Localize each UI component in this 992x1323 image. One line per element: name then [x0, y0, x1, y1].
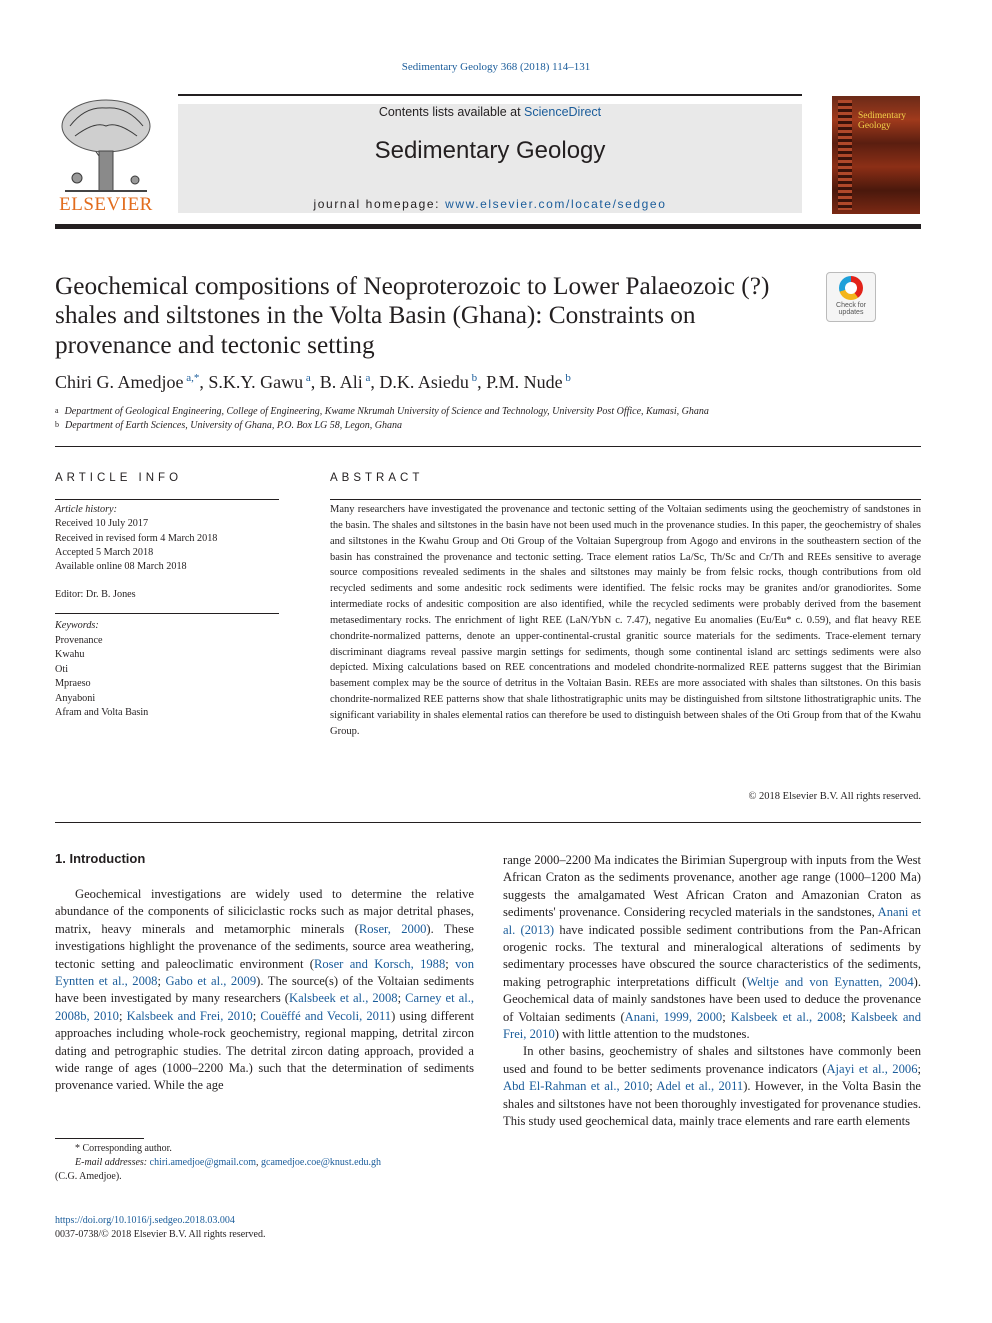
citation-link[interactable]: Kalsbeek et al., 2008 — [730, 1009, 843, 1024]
crossmark-label: Check for updates — [836, 302, 866, 316]
keyword: Oti — [55, 663, 69, 675]
citation-link[interactable]: Roser and Korsch, 1988 — [313, 956, 446, 971]
abstract-text: Many researchers have investigated the provenance and tectonic setting of the Voltaian sediments using the geochemistry of sandstones in the basin. The shales and siltstones in the basin have not been used much in the provenance studies. In this paper, the geochemistry of shales and siltstones in the Kwahu Group and Oti Group of the Voltaian Supergroup from Agogo and environs in the southeastern section of the basin has constrained the provenance and tectonic setting. Trace element ratios La/Sc, Th/Sc and Cr/Th and REEs sensitive to average source compositions revealed sediments in the shales and siltstones may mainly be from felsic rocks, though contributions from old recycled sediments and some andesitic rock sediments were identified. The felsic rocks may be granites and/or granodiorites. Some intermediate rocks of andesitic composition are also identified, while the recycled sediments were probably derived from the basement metasedimentary rocks. The enrichment of light REE (LaN/YbN c. 7.47), negative Eu anomalies (Eu/Eu* c. 0.59), and flat heavy REE chondrite-normalized patterns, denote an upper-continental-crustal granitic source materials for the sediments. Trace-element ternary discriminant diagrams reveal passive margin settings for sediments, though some continental island arc settings sediments were also depicted. Mixing calculations based on REE concentrations and modeled chondrite-normalized REE patterns suggest that the Birimian basement complex may be the source of detritus in the Voltaian Basin. REEs are more associated with shales than siltstones. On this basis chondrite-normalized REE patterns show that shale lithostratigraphic units may be distinguished from siltstone lithostratigraphic units. The significant variability in shales elemental ratios can therefore be used to distinguish between shales of the Oti Group from that of the Kwahu Group. — [330, 504, 921, 737]
publisher-name: ELSEVIER — [59, 194, 153, 215]
doi[interactable] — [55, 1215, 235, 1226]
citation-link[interactable]: Adel et al., 2011 — [656, 1079, 744, 1094]
elsevier-logo — [55, 96, 157, 216]
header-divider — [55, 224, 921, 229]
divider — [55, 499, 279, 500]
footnote-mark: * — [75, 1143, 80, 1154]
author-affiliation-mark[interactable]: b — [562, 372, 571, 384]
keyword: Afram and Volta Basin — [55, 707, 149, 718]
header-rule — [178, 94, 802, 96]
divider — [55, 822, 921, 823]
body-column-right — [503, 852, 921, 1131]
article-history — [55, 503, 279, 574]
author-name: P.M. Nude — [486, 372, 563, 392]
homepage-prefix: journal homepage: — [313, 197, 446, 211]
divider — [330, 499, 921, 500]
accepted-date: Accepted 5 March 2018 — [55, 546, 154, 558]
citation-link[interactable]: Gabo et al., 2009 — [165, 974, 257, 989]
citation-link[interactable]: Couëffé and Vecoli, 2011 — [260, 1008, 392, 1023]
author-affiliation-mark[interactable]: a — [362, 372, 371, 384]
author-affiliation-mark[interactable]: a,* — [183, 372, 200, 384]
elsevier-tree-icon — [55, 96, 157, 194]
homepage-link[interactable]: www.elsevier.com/locate/sedgeo — [445, 197, 667, 211]
divider — [55, 613, 279, 614]
cover-stripe — [838, 100, 852, 210]
citation-link[interactable]: Abd El-Rahman et al., 2010 — [503, 1079, 650, 1094]
citation-link[interactable]: Kalsbeek and Frei, 2010 — [126, 1008, 253, 1023]
body-column-left — [55, 886, 474, 1095]
citation-link[interactable]: Anani, 1999, 2000 — [624, 1009, 723, 1024]
article-title: Geochemical compositions of Neoproterozoic to Lower Palaeozoic (?) shales and siltstones in the Volta Basin (Ghana): Constraints on provenance and tectonic setting — [55, 272, 770, 359]
author-name: D.K. Asiedu — [379, 372, 469, 392]
author-affiliation-mark[interactable]: b — [468, 372, 478, 384]
online-date: Available online 08 March 2018 — [55, 561, 187, 573]
citation-link[interactable]: Anani et al. (2013) — [503, 905, 922, 937]
doi-link[interactable]: https://doi.org/10.1016/j.sedgeo.2018.03.004 — [55, 1215, 235, 1226]
revised-date: Received in revised form 4 March 2018 — [55, 532, 218, 544]
keyword: Anyaboni — [55, 692, 96, 704]
keyword: Provenance — [55, 634, 103, 646]
keyword: Kwahu — [55, 649, 85, 660]
body-paragraph: In other basins, geochemistry of shales and siltstones have commonly been used and found to be better sediments provenance indicators (Ajayi et al., 2006; Abd El-Rahman et al., 2010; Adel et al., 2011). However, in the Volta Basin the shales and siltstones have not been thoroughly investigated for provenance studies. This study used geochemical data, mainly trace elements and rare earth elements — [503, 1044, 921, 1129]
abstract-heading: ABSTRACT — [330, 472, 424, 484]
divider — [55, 446, 921, 447]
editor: Editor: Dr. B. Jones — [55, 589, 136, 600]
crossmark-icon — [839, 276, 863, 300]
journal-title: Sedimentary Geology — [374, 137, 606, 164]
keywords-heading: Keywords: — [55, 620, 99, 631]
journal-cover-image — [832, 96, 920, 214]
body-paragraph: Geochemical investigations are widely used to determine the relative abundance of the components of siliciclastic rocks such as major detrital phases, matrix, heavy minerals and metamorphic minerals (Roser, 2000). These investigations highlight the provenance of the sediments, source area weathering, tectonic setting and paleoclimatic environment (Roser and Korsch, 1988; von Eyntten et al., 2008; Gabo et al., 2009). The source(s) of the Voltaian sediments have been investigated by many researchers (Kalsbeek et al., 2008; Carney et al., 2008b, 2010; Kalsbeek and Frei, 2010; Couëffé and Vecoli, 2011) using different approaches including whole-rock geochemistry, regional mapping, detrital zircon dating and petrographic studies. The detrital zircon dating approach, provided a wide range of ages (1000–2200 Ma.) such that the determination of sediments provenance varied. While the age — [55, 887, 475, 1093]
corresponding-label: Corresponding author. — [82, 1143, 172, 1154]
citation-link[interactable]: Ajayi et al., 2006 — [826, 1061, 918, 1076]
email-label: E-mail addresses: — [75, 1157, 148, 1168]
contents-prefix: Contents lists available at — [378, 105, 525, 119]
citation-link[interactable]: Weltje and von Eynatten, 2004 — [746, 974, 914, 989]
issn-copyright: 0037-0738/© 2018 Elsevier B.V. All rights reserved. — [55, 1229, 266, 1240]
journal-homepage — [178, 197, 802, 211]
history-heading: Article history: — [55, 504, 117, 515]
citation-link[interactable]: Kalsbeek et al., 2008 — [288, 991, 398, 1006]
received-date: Received 10 July 2017 — [55, 518, 149, 530]
section-heading: 1. Introduction — [55, 851, 146, 866]
citation-link[interactable]: Roser, 2000 — [358, 921, 427, 936]
author-list: Chiri G. Amedjoe $^{a,*}$, S.K.Y. Gawu $^a$, B. Ali $^a$, D.K. Asiedu $^b$, P.M. Nude $^b$ — [55, 372, 571, 392]
keywords — [55, 619, 279, 721]
affiliation-a: $^a$ Department of Geological Engineering, College of Engineering, Kwame Nkrumah University of Science and Technology, University Post Office, Kumasi, Ghana — [55, 406, 709, 417]
citation-link[interactable]: Carney et al., 2008b, 2010 — [55, 991, 475, 1023]
author-name: Chiri G. Amedjoe — [55, 372, 184, 392]
email-owner: (C.G. Amedjoe). — [55, 1171, 122, 1182]
email-link[interactable]: gcamedjoe.coe@knust.edu.gh — [261, 1157, 382, 1168]
author-affiliation-mark[interactable]: a — [303, 372, 311, 384]
sciencedirect-link[interactable]: ScienceDirect — [524, 105, 602, 119]
footnote-rule — [55, 1138, 144, 1139]
abstract-copyright: © 2018 Elsevier B.V. All rights reserved. — [748, 791, 921, 802]
email-link[interactable]: chiri.amedjoe@gmail.com — [149, 1157, 257, 1168]
body-paragraph: range 2000–2200 Ma indicates the Birimian Supergroup with inputs from the West African Craton as the sediments provenance, another age range (1000–1200 Ma) suggests the amalgamated West African Craton and Amazonian Craton as sediments' provenance. Considering recycled materials in the sandstones, Anani et al. (2013) have indicated possible sediment contributions from the Pan-African orogenic rocks. The textural and mineralogical alterations of sediments by sedimentary processes have obscured the source characteristics of the sediments, making petrographic interpretations difficult (Weltje and von Eynatten, 2004). Geochemical data of mainly sandstones have been used to deduce the provenance of Voltaian sediments (Anani, 1999, 2000; Kalsbeek et al., 2008; Kalsbeek and Frei, 2010) with little attention to the mudstones. — [503, 853, 922, 1042]
author-name: S.K.Y. Gawu — [208, 372, 304, 392]
citation-link[interactable]: Kalsbeek and Frei, 2010 — [503, 1009, 921, 1042]
citation-link[interactable]: von Eyntten et al., 2008 — [55, 956, 474, 989]
keyword: Mpraeso — [55, 678, 91, 689]
contents-line — [178, 105, 802, 119]
journal-citation[interactable]: Sedimentary Geology 368 (2018) 114–131 — [401, 61, 591, 73]
check-for-updates-badge[interactable] — [826, 272, 876, 322]
footnote: * Corresponding author. E-mail addresses: chiri.amedjoe@gmail.com, gcamedjoe.coe@knust.edu.gh (C.G. Amedjoe). — [55, 1142, 475, 1184]
affiliation-b: $^b$ Department of Earth Sciences, University of Ghana, P.O. Box LG 58, Legon, Ghana — [55, 420, 402, 431]
cover-title: Sedimentary Geology — [858, 111, 907, 131]
article-info-heading: ARTICLE INFO — [55, 472, 183, 484]
author-name: B. Ali — [319, 372, 363, 392]
